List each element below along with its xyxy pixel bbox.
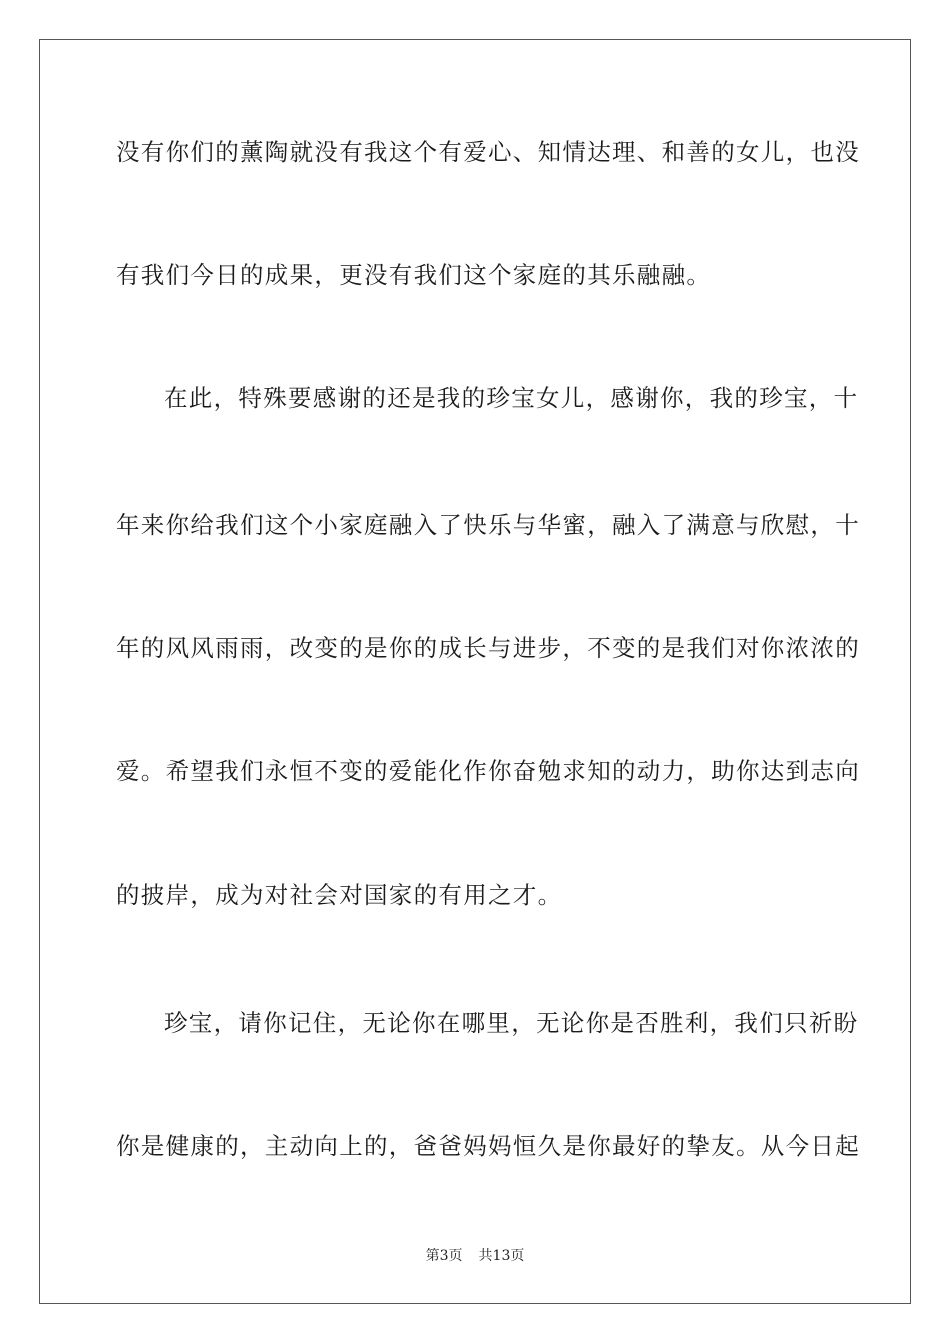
page-number: 第3页	[425, 1248, 463, 1264]
body-line-4: 年来你给我们这个小家庭融入了快乐与华蜜，融入了满意与欣慰，十	[116, 511, 860, 539]
body-line-2: 有我们今日的成果，更没有我们这个家庭的其乐融融。	[116, 261, 712, 289]
page-total: 共13页	[478, 1248, 525, 1264]
page-footer	[0, 1246, 950, 1266]
paragraph-start-line: 在此，特殊要感谢的还是我的珍宝女儿，感谢你，我的珍宝，十	[164, 384, 859, 412]
body-line-5: 年的风风雨雨，改变的是你的成长与进步，不变的是我们对你浓浓的	[116, 634, 860, 662]
body-line-9: 你是健康的，主动向上的，爸爸妈妈恒久是你最好的挚友。从今日起	[116, 1132, 860, 1160]
paragraph-start-line-2: 珍宝，请你记住，无论你在哪里，无论你是否胜利，我们只祈盼	[164, 1009, 859, 1037]
body-line-6: 爱。希望我们永恒不变的爱能化作你奋勉求知的动力，助你达到志向	[116, 757, 860, 785]
body-line-1: 没有你们的薰陶就没有我这个有爱心、知情达理、和善的女儿，也没	[116, 138, 860, 166]
body-line-7: 的披岸，成为对社会对国家的有用之才。	[116, 881, 563, 909]
page-border	[39, 39, 911, 1304]
